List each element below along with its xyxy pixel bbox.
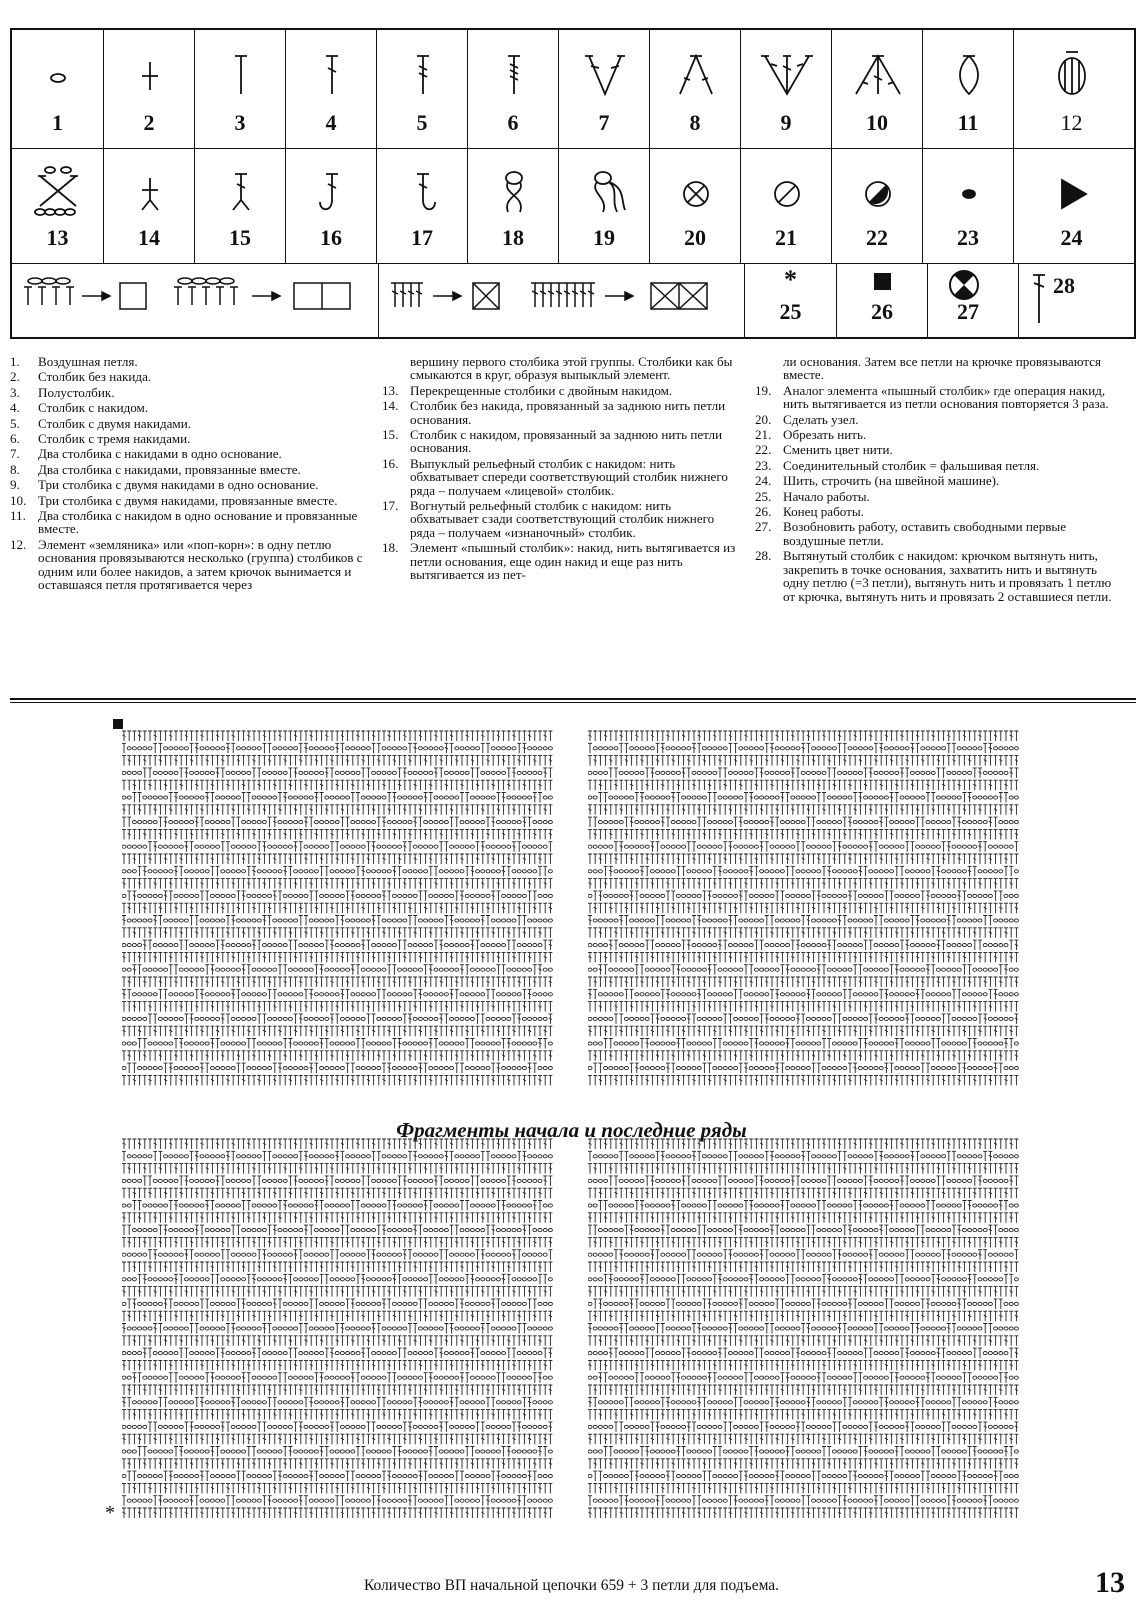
description-item <box>755 505 1115 518</box>
crochet-symbol-icon <box>377 38 467 98</box>
crochet-symbol-icon <box>286 38 376 98</box>
legend-number: 28 <box>1053 273 1075 298</box>
crochet-symbol-icon <box>195 38 285 98</box>
crochet-chart-top-right <box>588 730 1020 1098</box>
item-number: 20. <box>755 411 772 427</box>
description-item <box>10 432 365 445</box>
description-item <box>755 549 1115 603</box>
legend-cell-17 <box>377 148 468 263</box>
legend-number: 7 <box>598 110 610 135</box>
item-text: Аналог элемента «пышный столбик» где операция накид, нить вытягивается из петли основания повторяется 3 раза. <box>783 382 1109 412</box>
item-number: 18. <box>382 540 399 556</box>
crochet-symbol-icon <box>650 156 740 216</box>
crochet-symbol-icon <box>104 156 194 216</box>
crochet-symbol-icon <box>559 38 649 98</box>
legend-cell-12 <box>1014 30 1129 148</box>
crochet-symbol-icon <box>377 156 467 216</box>
item-text: Элемент «пышный столбик»: накид, нить вытягивается из петли основания, еще один накид и еще раз нить вытягивается из пет- <box>410 540 736 583</box>
chain-to-square-icon <box>12 263 379 337</box>
item-text: Столбик с накидом, провязанный за заднюю нить петли основания. <box>410 427 723 456</box>
legend-number: 4 <box>325 110 337 135</box>
footer-note: Количество ВП начальной цепочки 659 + 3 петли для подъема. <box>363 1577 780 1594</box>
item-number: 22. <box>755 442 772 458</box>
legend-number: 13 <box>46 225 69 250</box>
section-separator <box>10 698 1136 703</box>
description-column-2 <box>382 355 740 584</box>
legend-number: 8 <box>689 110 701 135</box>
legend-cell-16 <box>286 148 377 263</box>
item-text: Столбик с двумя накидами. <box>38 415 191 431</box>
item-number: 23. <box>755 457 772 473</box>
item-text: Перекрещенные столбики с двойным накидом. <box>410 382 673 398</box>
legend-cell-2 <box>104 30 195 148</box>
description-item <box>10 478 365 491</box>
item-number: 1. <box>10 354 20 369</box>
item-text: Два столбика с накидами в одно основание. <box>38 446 282 462</box>
item-text: Столбик с накидом. <box>38 400 149 416</box>
description-item <box>10 386 365 399</box>
item-number: 28. <box>755 548 772 564</box>
item-text: Три столбика с двумя накидами, провязанные вместе. <box>38 492 338 508</box>
crochet-symbol-icon <box>923 156 1013 216</box>
legend-cell-15 <box>195 148 286 263</box>
legend-number: 11 <box>957 110 979 135</box>
legend-cell-9 <box>741 30 832 148</box>
item-number: 5. <box>10 415 20 431</box>
continued-text: вершину первого столбика этой группы. Столбики как бы смыкаются в круг, образуя выпыклый элемент. <box>410 354 733 383</box>
crochet-symbol-icon <box>832 38 922 98</box>
item-number: 6. <box>10 431 20 447</box>
legend-cell-19 <box>559 148 650 263</box>
description-column-1 <box>10 355 365 594</box>
legend-number: 20 <box>684 225 706 250</box>
description-item <box>10 538 365 592</box>
item-number: 3. <box>10 384 20 400</box>
legend-cell-5 <box>377 30 468 148</box>
item-number: 26. <box>755 504 772 520</box>
legend-cell-22 <box>832 148 923 263</box>
item-number: 4. <box>10 400 20 416</box>
item-text: Воздушная петля. <box>38 354 138 369</box>
crochet-symbol-icon <box>286 156 376 216</box>
item-number: 14. <box>382 398 399 414</box>
item-text: Два столбика с накидами, провязанные вместе. <box>38 461 301 477</box>
symbol-descriptions <box>10 355 1136 685</box>
description-item <box>10 509 365 536</box>
description-item <box>10 494 365 507</box>
item-number: 25. <box>755 488 772 504</box>
continued-text: ли основания. Затем все петли на крючке провязываются вместе. <box>783 354 1102 383</box>
section-title: Фрагменты начала и последние ряды <box>396 1118 747 1142</box>
crochet-symbol-icon <box>923 38 1013 98</box>
description-item <box>755 413 1115 426</box>
legend-number: 21 <box>775 225 797 250</box>
crochet-symbol-icon <box>195 156 285 216</box>
legend-number: 27 <box>957 299 979 324</box>
description-item <box>755 428 1115 441</box>
legend-cell-10 <box>832 30 923 148</box>
item-text: Обрезать нить. <box>783 427 867 443</box>
start-asterisk-icon: * <box>784 265 797 294</box>
item-text: Конец работы. <box>783 504 864 520</box>
item-text: Три столбика с двумя накидами в одно основание. <box>38 477 319 493</box>
item-number: 7. <box>10 446 20 462</box>
description-item <box>10 355 365 368</box>
crochet-symbol-icon <box>468 38 558 98</box>
item-text: Столбик без накида, провязанный за заднюю нить петли основания. <box>410 398 726 427</box>
legend-cell-chain-to-square <box>12 263 379 337</box>
legend-number: 1 <box>52 110 63 135</box>
legend-cell-13 <box>12 148 104 263</box>
legend-cell-28 <box>1019 263 1134 337</box>
item-text: Вогнутый рельефный столбик с накидом: нить обхватывает сзади соответствующий столбик нижнего ряда – получаем «изнаночный» столбик. <box>410 498 715 540</box>
description-item <box>755 459 1115 472</box>
legend-number: 6 <box>507 110 519 135</box>
legend-cell-14 <box>104 148 195 263</box>
item-number: 11. <box>10 508 26 524</box>
end-marker-square-icon <box>113 719 123 729</box>
item-number: 10. <box>10 492 27 508</box>
legend-number: 14 <box>138 225 160 250</box>
legend-cell-18 <box>468 148 559 263</box>
description-item <box>382 541 740 581</box>
item-number: 19. <box>755 382 772 398</box>
crochet-symbol-icon <box>741 38 831 98</box>
legend-number: 17 <box>411 225 433 250</box>
item-text: Возобновить работу, оставить свободными первые воздушные петли. <box>783 519 1067 548</box>
item-number: 15. <box>382 427 399 443</box>
description-item <box>755 520 1115 547</box>
symbol-legend-table <box>10 28 1136 339</box>
item-text: Вытянутый столбик с накидом: крючком вытянуть нить, закрепить в точке основания, захватить нить и вытянуть одну петлю (=3 петли), вытянуть нить и провязать 1 петлю от крючка, вытянуть нить и провязать 2 оставшиеся петли. <box>783 548 1112 604</box>
crochet-symbol-icon <box>1014 156 1129 216</box>
crochet-symbol-icon <box>650 38 740 98</box>
item-number: 21. <box>755 427 772 443</box>
item-text: Соединительный столбик = фальшивая петля. <box>783 457 1040 473</box>
legend-cell-7 <box>559 30 650 148</box>
end-square-icon <box>874 273 891 290</box>
legend-cell-6 <box>468 30 559 148</box>
legend-number: 15 <box>229 225 251 250</box>
item-text: Полустолбик. <box>38 384 115 400</box>
item-text: Столбик с тремя накидами. <box>38 431 191 447</box>
description-item <box>10 417 365 430</box>
legend-number: 12 <box>1060 110 1083 135</box>
crochet-symbol-icon <box>104 38 194 98</box>
legend-cell-21 <box>741 148 832 263</box>
legend-number: 10 <box>866 110 888 135</box>
description-item <box>382 457 740 497</box>
legend-cell-4 <box>286 30 377 148</box>
description-item <box>755 474 1115 487</box>
crochet-symbol-icon <box>12 38 103 98</box>
legend-number: 5 <box>416 110 428 135</box>
legend-cell-1 <box>12 30 104 148</box>
crochet-chart-bottom-left <box>122 1138 558 1520</box>
description-item <box>10 447 365 460</box>
item-number: 17. <box>382 498 399 514</box>
legend-number: 19 <box>593 225 615 250</box>
start-marker-asterisk-icon: * <box>105 1502 115 1524</box>
legend-number: 3 <box>234 110 246 135</box>
description-item <box>755 384 1115 411</box>
legend-cell-3 <box>195 30 286 148</box>
crochet-symbol-icon <box>741 156 831 216</box>
description-item <box>10 463 365 476</box>
item-number: 24. <box>755 473 772 489</box>
description-item <box>755 490 1115 503</box>
legend-number: 9 <box>780 110 792 135</box>
item-number: 8. <box>10 461 20 477</box>
stitches-to-crossed-square-icon <box>379 263 745 337</box>
legend-number: 2 <box>143 110 155 135</box>
description-item <box>10 370 365 383</box>
legend-number: 26 <box>871 299 893 324</box>
legend-cell-27 <box>928 263 1019 337</box>
item-text: Сменить цвет нити. <box>783 442 893 458</box>
item-number: 9. <box>10 477 20 493</box>
crochet-symbol-icon <box>12 156 103 216</box>
item-number: 12. <box>10 536 27 552</box>
item-text: Элемент «земляника» или «поп-корн»: в одну петлю основания провязываются несколько (группа) столбиков с одним или более накидов, а затем крючок вынимается и оставшаяся петля протягивается через <box>38 536 363 593</box>
item-number: 16. <box>382 455 399 471</box>
crochet-chart-top-left <box>122 730 558 1098</box>
item-text: Выпуклый рельефный столбик с накидом: нить обхватывает спереди соответствующий столбик нижнего ряда – получаем «лицевой» столбик. <box>410 455 728 498</box>
legend-number: 23 <box>957 225 979 250</box>
legend-cell-23 <box>923 148 1014 263</box>
legend-cell-25 <box>745 263 837 337</box>
description-item <box>382 428 740 455</box>
item-text: Шить, строчить (на швейной машине). <box>783 473 1000 489</box>
description-column-3 <box>755 355 1115 605</box>
legend-cell-26 <box>837 263 928 337</box>
page-number: 13 <box>1095 1566 1125 1599</box>
description-item <box>382 384 740 397</box>
item-text: Начало работы. <box>783 488 870 504</box>
legend-cell-11 <box>923 30 1014 148</box>
description-item <box>755 443 1115 456</box>
crochet-chart-bottom-right <box>588 1138 1020 1520</box>
legend-cell-24 <box>1014 148 1129 263</box>
legend-number: 22 <box>866 225 888 250</box>
legend-number: 18 <box>502 225 524 250</box>
legend-number: 16 <box>320 225 342 250</box>
description-item <box>382 499 740 539</box>
crochet-symbol-icon <box>559 156 649 216</box>
description-item <box>10 401 365 414</box>
item-number: 13. <box>382 382 399 398</box>
item-number: 2. <box>10 369 20 385</box>
description-item <box>382 399 740 426</box>
crochet-symbol-icon <box>1014 38 1129 98</box>
crochet-symbol-icon <box>832 156 922 216</box>
legend-cell-8 <box>650 30 741 148</box>
item-number: 27. <box>755 519 772 535</box>
item-text: Два столбика с накидом в одно основание и провязанные вместе. <box>38 508 358 537</box>
legend-number: 24 <box>1060 225 1083 250</box>
legend-number: 25 <box>779 299 802 324</box>
item-text: Столбик без накида. <box>38 369 152 385</box>
crochet-symbol-icon <box>468 156 558 216</box>
legend-cell-stitches-to-crossed-square <box>379 263 745 337</box>
legend-cell-20 <box>650 148 741 263</box>
item-text: Сделать узел. <box>783 411 859 427</box>
